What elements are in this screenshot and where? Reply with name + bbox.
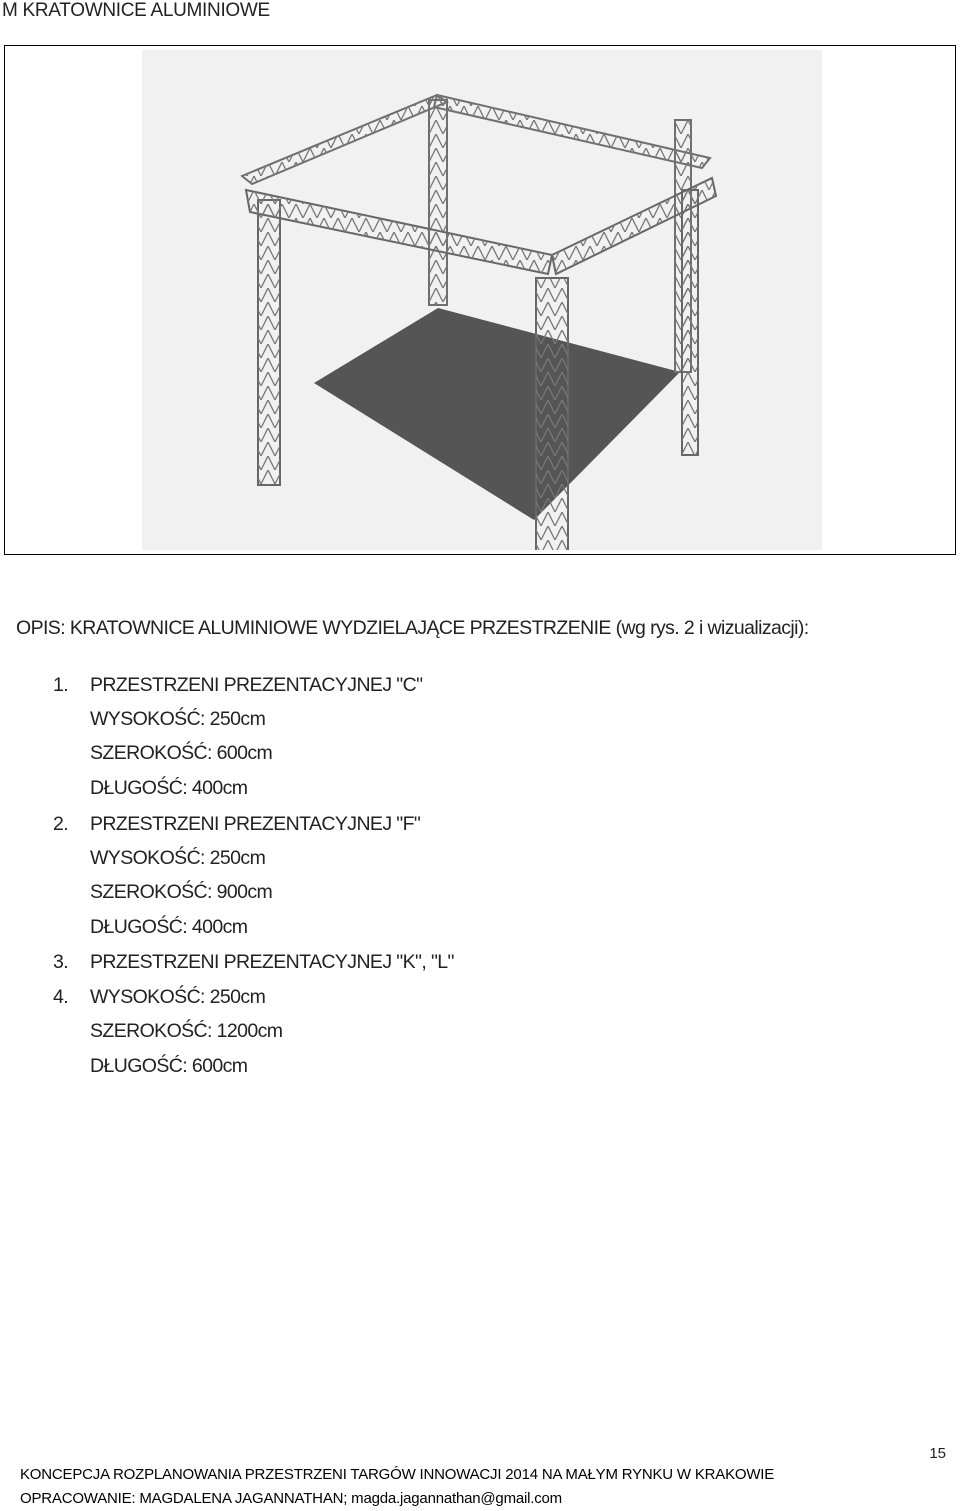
list-item-line: DŁUGOŚĆ: 400cm [90, 777, 248, 799]
list-item-line: SZEROKOŚĆ: 1200cm [90, 1020, 283, 1042]
page-number: 15 [929, 1445, 946, 1462]
page-header-title: M KRATOWNICE ALUMINIOWE [2, 0, 270, 21]
list-item-number: 1. [53, 674, 69, 696]
description-text: OPIS: KRATOWNICE ALUMINIOWE WYDZIELAJĄCE PRZESTRZENIE (wg rys. 2 i wizualizacji): [16, 617, 809, 639]
list-item-title: PRZESTRZENI PREZENTACYJNEJ "C" [90, 674, 423, 696]
list-item-number: 3. [53, 951, 69, 973]
list-item-line: DŁUGOŚĆ: 600cm [90, 1055, 248, 1077]
footer-title: KONCEPCJA ROZPLANOWANIA PRZESTRZENI TARGÓW INNOWACJI 2014 NA MAŁYM RYNKU W KRAKOWIE [20, 1466, 775, 1483]
list-item-number: 2. [53, 813, 69, 835]
list-item-title: WYSOKOŚĆ: 250cm [90, 986, 266, 1008]
figure-frame [4, 45, 956, 555]
list-item-line: SZEROKOŚĆ: 900cm [90, 881, 273, 903]
list-item-line: SZEROKOŚĆ: 600cm [90, 742, 273, 764]
footer-author: OPRACOWANIE: MAGDALENA JAGANNATHAN; magda.jagannathan@gmail.com [20, 1490, 562, 1507]
list-item-title: PRZESTRZENI PREZENTACYJNEJ "F" [90, 813, 421, 835]
list-item-line: WYSOKOŚĆ: 250cm [90, 847, 266, 869]
list-item-title: PRZESTRZENI PREZENTACYJNEJ "K", "L" [90, 951, 454, 973]
list-item-number: 4. [53, 986, 69, 1008]
list-item-line: DŁUGOŚĆ: 400cm [90, 916, 248, 938]
list-item-line: WYSOKOŚĆ: 250cm [90, 708, 266, 730]
truss-stand-illustration [142, 50, 822, 550]
